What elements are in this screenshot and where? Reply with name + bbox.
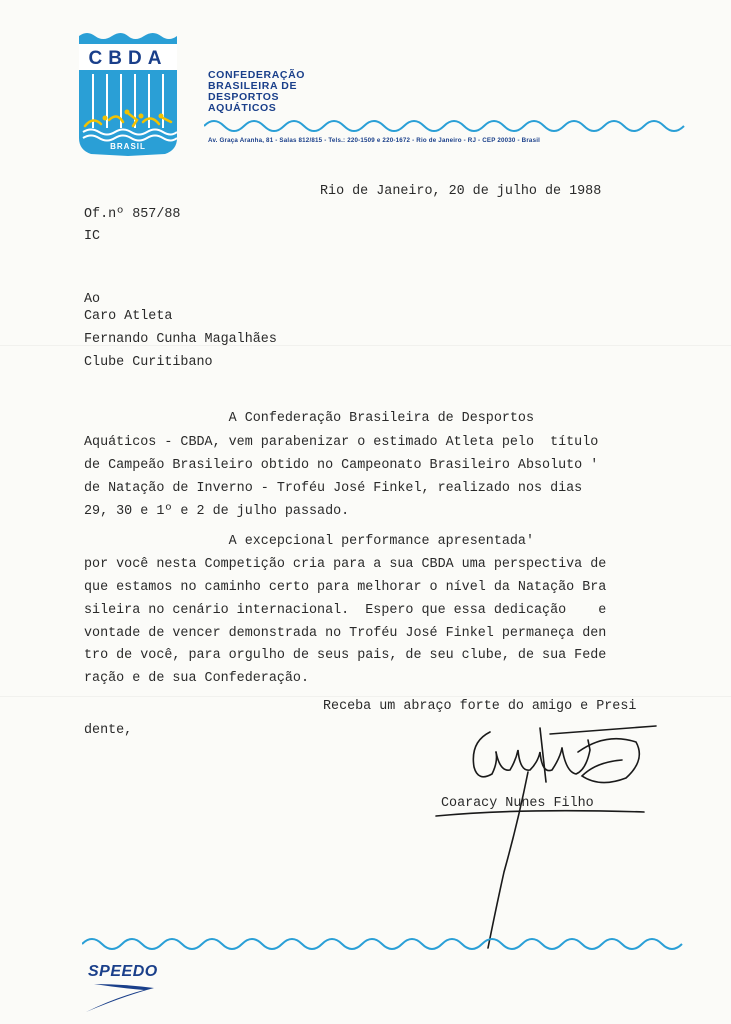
paragraph1-line: de Natação de Inverno - Troféu José Finkel, realizado nos dias xyxy=(84,481,583,496)
closing-line-2: dente, xyxy=(84,723,133,738)
logo-country: BRASIL xyxy=(110,142,146,151)
org-name-line-1: CONFEDERAÇÃO xyxy=(208,69,306,81)
reference-number: Of.nº 857/88 xyxy=(84,207,181,222)
recipient-line-4: Clube Curitibano xyxy=(84,355,213,370)
paragraph2-line: A excepcional performance apresentada' xyxy=(84,534,534,549)
cbda-logo xyxy=(79,30,177,156)
org-name-line-3: DESPORTOS xyxy=(208,91,280,103)
letterhead-address: Av. Graça Aranha, 81 - Salas 812/815 - Tels.: 220-1509 e 220-1672 - Rio de Janeiro - RJ - CEP 20030 - Brasil xyxy=(208,137,541,144)
recipient-line-2: Caro Atleta xyxy=(84,309,173,324)
logo-text: CBDA xyxy=(88,48,168,69)
org-name-line-2: BRASILEIRA DE xyxy=(208,80,298,92)
paragraph2-line: ração e de sua Confederação. xyxy=(84,671,309,686)
speedo-logo xyxy=(84,958,194,1016)
paper-fold xyxy=(0,696,731,697)
reference-initials: IC xyxy=(84,229,101,244)
date-line: Rio de Janeiro, 20 de julho de 1988 xyxy=(320,184,602,199)
org-name-line-4: AQUÁTICOS xyxy=(208,102,277,114)
footer-wave xyxy=(82,930,696,954)
paragraph1-line: Aquáticos - CBDA, vem parabenizar o estimado Atleta pelo título xyxy=(84,435,599,450)
paragraph1-line: 29, 30 e 1º e 2 de julho passado. xyxy=(84,504,350,519)
header-wave xyxy=(204,112,688,134)
paragraph2-line: sileira no cenário internacional. Espero que essa dedicação e xyxy=(84,603,607,618)
recipient-line-1: Ao xyxy=(84,292,101,307)
paragraph2-line: por você nesta Competição cria para a sua CBDA uma perspectiva de xyxy=(84,557,607,572)
signatory-name: Coaracy Nunes Filho xyxy=(441,796,594,811)
paragraph2-line: vontade de vencer demonstrada no Troféu José Finkel permaneça den xyxy=(84,626,607,641)
speedo-boomerang-icon xyxy=(86,984,154,1012)
handwritten-signature xyxy=(400,712,670,952)
paragraph1-line: de Campeão Brasileiro obtido no Campeonato Brasileiro Absoluto ' xyxy=(84,458,599,473)
paragraph1-line: A Confederação Brasileira de Desportos xyxy=(84,411,534,426)
paragraph2-line: que estamos no caminho certo para melhorar o nível da Natação Bra xyxy=(84,580,607,595)
speedo-brand-text: SPEEDO xyxy=(88,963,158,980)
closing-line-1: Receba um abraço forte do amigo e Presi xyxy=(323,699,637,714)
paragraph2-line: tro de você, para orgulho de seus pais, de seu clube, de sua Fede xyxy=(84,648,607,663)
recipient-line-3: Fernando Cunha Magalhães xyxy=(84,332,277,347)
